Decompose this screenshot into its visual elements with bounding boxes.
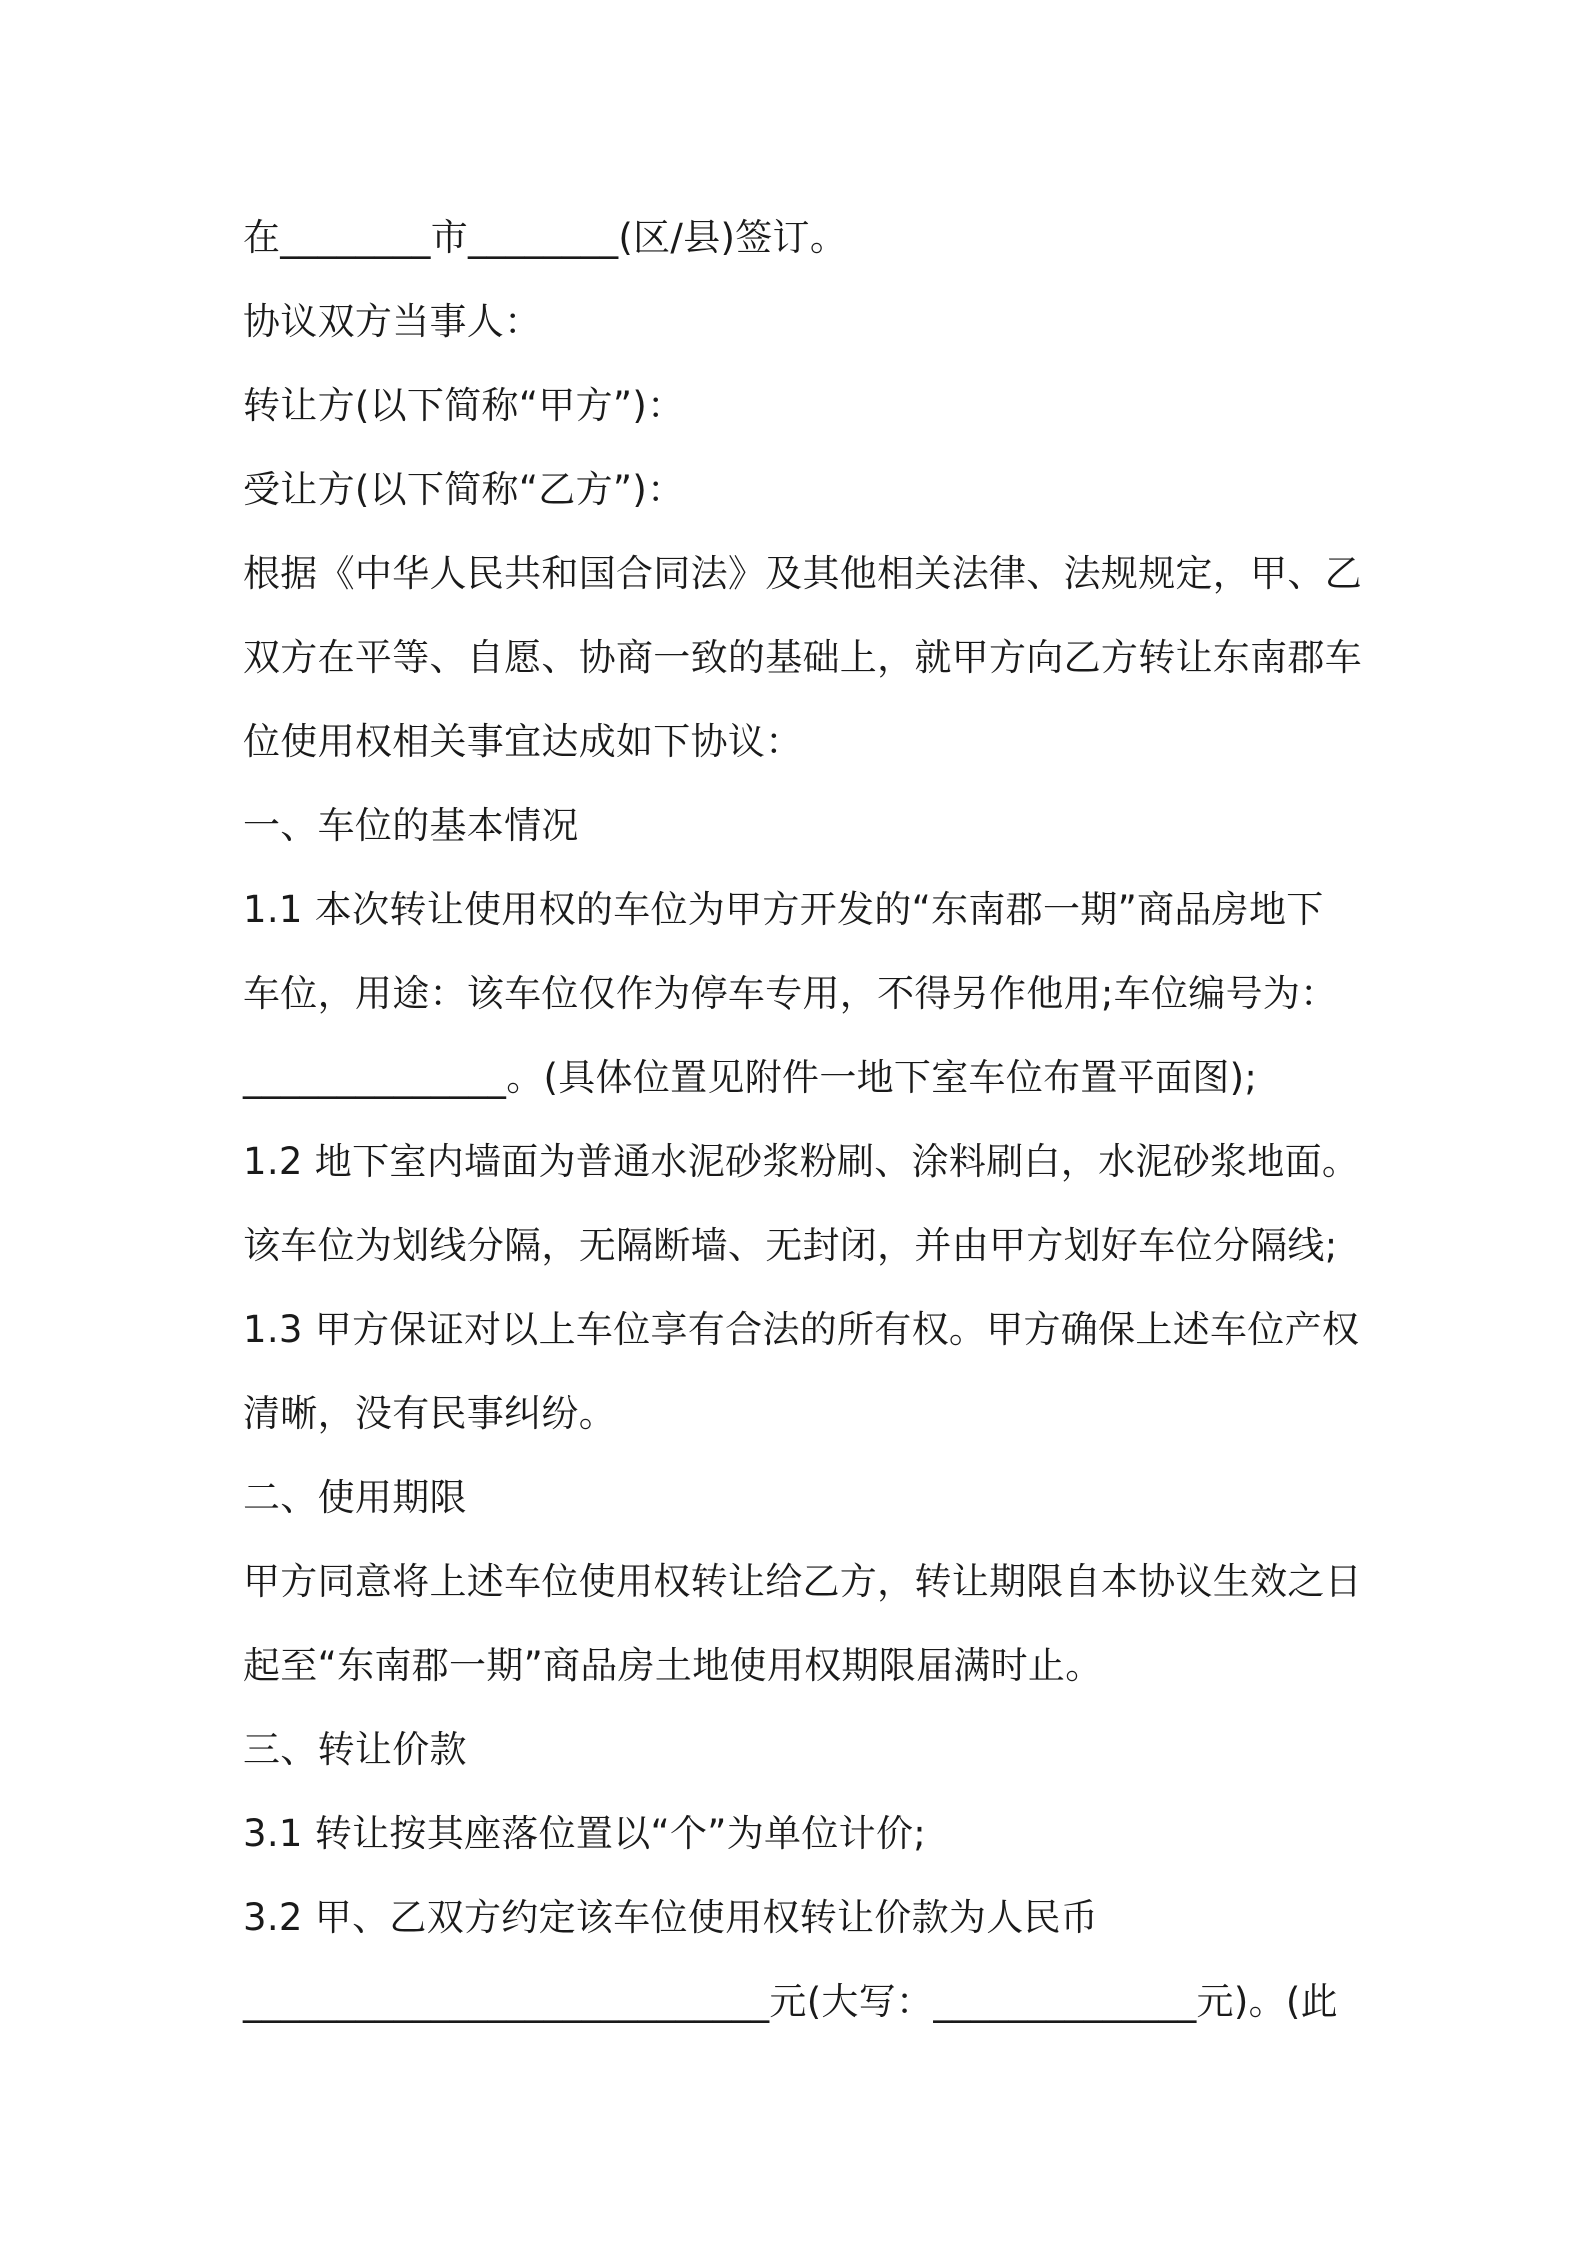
contract-body xyxy=(243,196,1363,2044)
section-2-heading: 二、使用期限 xyxy=(243,1476,467,1519)
signing-location-line: 在________市________(区/县)签订。 xyxy=(243,216,848,259)
clause-1-3-line-1: 1.3 甲方保证对以上车位享有合法的所有权。甲方确保上述车位产权 xyxy=(243,1308,1360,1351)
clause-1-1-line-1: 1.1 本次转让使用权的车位为甲方开发的“东南郡一期”商品房地下 xyxy=(243,888,1324,931)
section-2-line-1: 甲方同意将上述车位使用权转让给乙方，转让期限自本协议生效之日 xyxy=(243,1560,1362,1603)
section-2-line-2: 起至“东南郡一期”商品房土地使用权期限届满时止。 xyxy=(243,1644,1103,1687)
preamble-line-3: 位使用权相关事宜达成如下协议： xyxy=(243,720,803,763)
transferor-line: 转让方(以下简称“甲方”)： xyxy=(243,384,685,427)
section-1-heading: 一、车位的基本情况 xyxy=(243,804,579,847)
transferee-line: 受让方(以下简称“乙方”)： xyxy=(243,468,685,511)
clause-1-1-line-3: ______________。(具体位置见附件一地下室车位布置平面图); xyxy=(243,1056,1258,1099)
clause-1-1-line-2: 车位，用途：该车位仅作为停车专用，不得另作他用;车位编号为： xyxy=(243,972,1338,1015)
parties-heading: 协议双方当事人： xyxy=(243,300,542,343)
preamble-line-2: 双方在平等、自愿、协商一致的基础上，就甲方向乙方转让东南郡车 xyxy=(243,636,1362,679)
clause-3-1: 3.1 转让按其座落位置以“个”为单位计价; xyxy=(243,1812,927,1855)
clause-3-2-line-2: ____________________________元(大写：______________元)。(此 xyxy=(243,1980,1338,2023)
clause-1-2-line-2: 该车位为划线分隔，无隔断墙、无封闭，并由甲方划好车位分隔线; xyxy=(243,1224,1338,1267)
section-3-heading: 三、转让价款 xyxy=(243,1728,467,1771)
clause-1-3-line-2: 清晰，没有民事纠纷。 xyxy=(243,1392,616,1435)
clause-1-2-line-1: 1.2 地下室内墙面为普通水泥砂浆粉刷、涂料刷白，水泥砂浆地面。 xyxy=(243,1140,1360,1183)
preamble-line-1: 根据《中华人民共和国合同法》及其他相关法律、法规规定，甲、乙 xyxy=(243,552,1362,595)
clause-3-2-line-1: 3.2 甲、乙双方约定该车位使用权转让价款为人民币 xyxy=(243,1896,1099,1939)
